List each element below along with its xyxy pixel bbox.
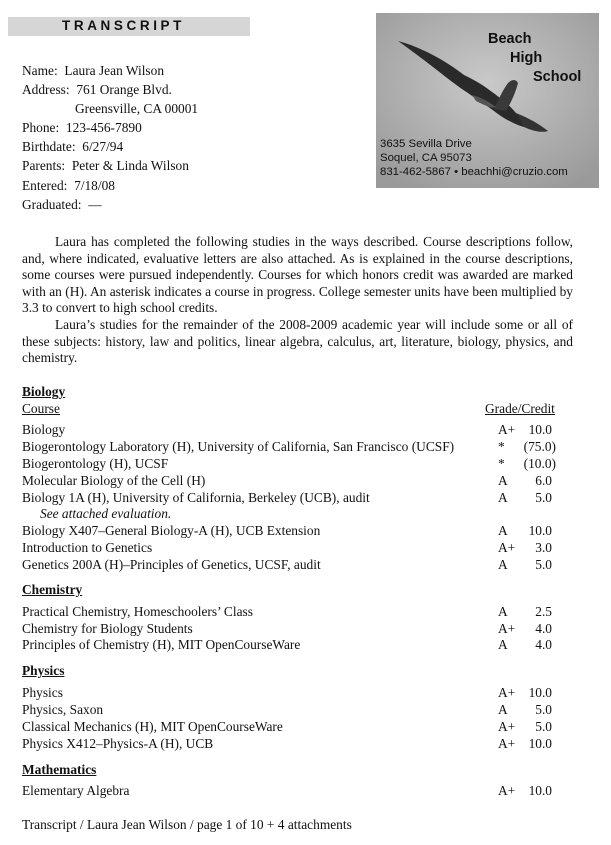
course-credit: 4.0: [535, 621, 552, 636]
school-logo: [376, 13, 599, 188]
phone-value: 123-456-7890: [65, 120, 142, 136]
school-name-line1: Beach: [488, 31, 532, 47]
intro-paragraph-2: Laura’s studies for the remainder of the 2008-2009 academic year will include some or all of these subjects: history, law and politics, linear algebra, calculus, art, literature, biology, physics, and chemistry.: [22, 317, 573, 365]
course-credit: 5.0: [535, 702, 552, 717]
course-name: Biogerontology Laboratory (H), University of California, San Francisco (UCSF): [22, 439, 455, 454]
course-name: Principles of Chemistry (H), MIT OpenCourseWare: [22, 637, 301, 652]
page-title: TRANSCRIPT: [62, 18, 185, 33]
birthdate-row: [22, 137, 198, 156]
name-row: [22, 61, 198, 80]
course-credit: 5.0: [535, 719, 552, 734]
address-label: Address:: [22, 82, 70, 98]
school-contact: 831-462-5867 • beachhi@cruzio.com: [380, 166, 568, 178]
intro-paragraph-1: Laura has completed the following studies in the ways described. Course descriptions follow, and, where indicated, evaluative letters are also attached. As is explained in the course descriptions, some courses were pursued independently. Courses for which honors credit was awarded are marked with an (H). An asterisk indicates a course in progress. College semester units have been multiplied by 3.3 to convert to high school credits.: [22, 234, 573, 315]
course-credit: (10.0): [523, 456, 556, 471]
parents-value: Peter & Linda Wilson: [71, 158, 189, 174]
course-grade: A: [498, 490, 508, 505]
parents-label: Parents:: [22, 158, 66, 174]
section-heading-biology: Biology: [22, 384, 66, 399]
course-credit: 3.0: [535, 540, 552, 555]
course-grade: A+: [498, 719, 516, 734]
address-row-2: [22, 99, 198, 118]
course-name: Biology 1A (H), University of California, Berkeley (UCB), audit: [22, 490, 370, 505]
course-credit: 10.0: [528, 736, 552, 751]
entered-value: 7/18/08: [74, 177, 115, 193]
address-line1: 761 Orange Blvd.: [76, 82, 172, 98]
course-credit: 2.5: [535, 604, 552, 619]
course-name: Physics: [22, 685, 63, 700]
course-grade: A: [498, 473, 508, 488]
course-name: Chemistry for Biology Students: [22, 621, 193, 636]
course-credit: 10.0: [528, 783, 552, 798]
course-credit: 6.0: [535, 473, 552, 488]
course-grade: A+: [498, 422, 516, 437]
course-grade: *: [498, 439, 505, 454]
course-grade: A: [498, 702, 508, 717]
course-name: Biology X407–General Biology-A (H), UCB Extension: [22, 523, 321, 538]
course-grade: A: [498, 557, 508, 572]
section-heading-physics: Physics: [22, 663, 65, 678]
course-name: Physics, Saxon: [22, 702, 104, 717]
school-name-line2: High: [510, 50, 543, 66]
course-grade: A+: [498, 540, 516, 555]
course-grade: A+: [498, 783, 516, 798]
course-credit: 10.0: [528, 422, 552, 437]
course-credit: 10.0: [528, 523, 552, 538]
name-label: Name:: [22, 63, 58, 78]
graduated-value: —: [88, 196, 102, 212]
school-street: 3635 Sevilla Drive: [380, 138, 472, 150]
course-grade: A: [498, 637, 508, 652]
course-name: Introduction to Genetics: [22, 540, 153, 555]
course-name: Genetics 200A (H)–Principles of Genetics, UCSF, audit: [22, 557, 321, 572]
course-name: Biogerontology (H), UCSF: [22, 456, 169, 471]
column-header-grade-credit: Grade/Credit: [485, 401, 555, 416]
course-credit: 10.0: [528, 685, 552, 700]
graduated-row: [22, 195, 198, 214]
course-grade: A+: [498, 685, 516, 700]
course-name: Classical Mechanics (H), MIT OpenCourseWare: [22, 719, 283, 734]
column-header-course: Course: [22, 401, 60, 416]
course-credit: (75.0): [523, 439, 556, 454]
course-credit: 5.0: [535, 490, 552, 505]
entered-row: [22, 176, 198, 195]
entered-label: Entered:: [22, 177, 68, 193]
phone-label: Phone:: [22, 120, 60, 136]
graduated-label: Graduated:: [22, 196, 82, 212]
course-name: Molecular Biology of the Cell (H): [22, 473, 206, 488]
course-name: Physics X412–Physics-A (H), UCB: [22, 736, 214, 751]
course-name: Practical Chemistry, Homeschoolers’ Class: [22, 604, 253, 619]
course-grade: A+: [498, 621, 516, 636]
student-info: [22, 61, 198, 214]
course-name: Elementary Algebra: [22, 783, 130, 798]
parents-row: [22, 156, 198, 175]
birthdate-label: Birthdate:: [22, 139, 76, 155]
section-heading-mathematics: Mathematics: [22, 762, 97, 777]
phone-row: [22, 118, 198, 137]
course-credit: 5.0: [535, 557, 552, 572]
course-grade: A+: [498, 736, 516, 751]
section-heading-chemistry: Chemistry: [22, 582, 83, 597]
address-line2: Greensville, CA 00001: [75, 101, 199, 117]
school-city: Soquel, CA 95073: [380, 152, 472, 164]
course-grade: A: [498, 604, 508, 619]
student-name: Laura Jean Wilson: [64, 63, 165, 78]
school-name-line3: School: [533, 69, 582, 85]
address-row: [22, 80, 198, 99]
course-grade: A: [498, 523, 508, 538]
course-grade: *: [498, 456, 505, 471]
page-footer: Transcript / Laura Jean Wilson / page 1 of 10 + 4 attachments: [22, 817, 352, 832]
course-credit: 4.0: [535, 637, 552, 652]
evaluation-note: See attached evaluation.: [40, 506, 172, 521]
course-name: Biology: [22, 422, 66, 437]
birthdate-value: 6/27/94: [82, 139, 124, 155]
